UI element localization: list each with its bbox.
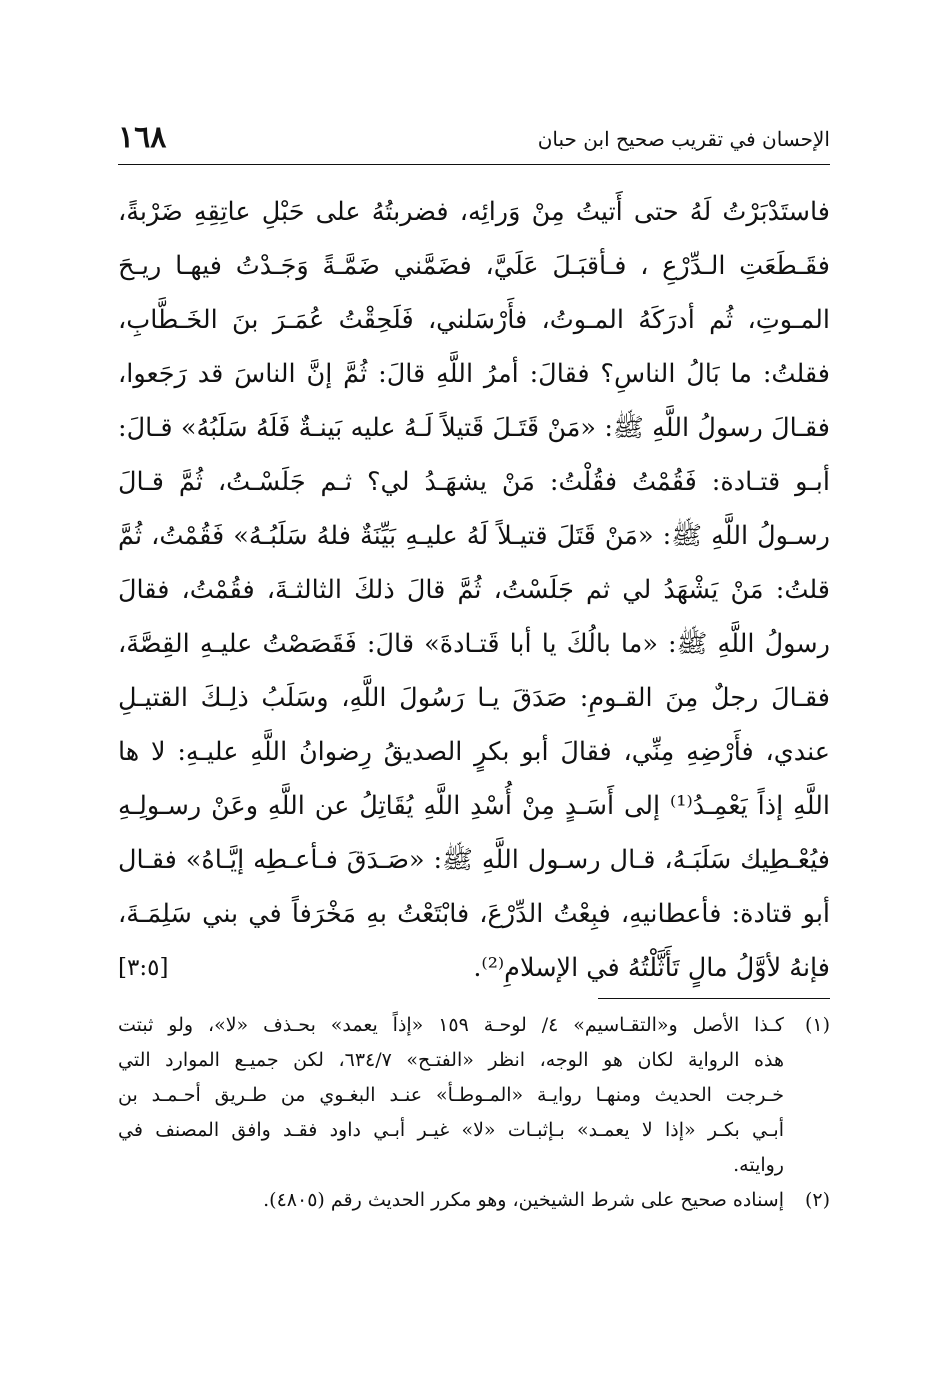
text-line: عندي، فأَرْضِهِ مِنِّي، فقالَ أبو بكرٍ الصديقُ رِضوانُ اللَّهِ عليـهِ: لا ها [118, 737, 830, 767]
footnote-line: خـرجت الحديث ومنهـا روايـة «المـوطـأ» عنـد البغـوي من طـريق أحـمـد بن [118, 1084, 785, 1106]
footnote-number: (٢) [804, 1189, 830, 1211]
footnote-line: إسناده صحيح على شرط الشيخين، وهو مكرر الحديث رقم (٤٨٠٥). [263, 1189, 784, 1211]
citation-reference: [٣:٥] [118, 955, 169, 981]
hadith-text [118, 185, 830, 995]
text-line: فقلتُ: ما بَالُ الناسِ؟ فقالَ: أمرُ اللَّهِ قالَ: ثُمَّ إنَّ الناسَ قد رَجَعوا، [118, 359, 830, 389]
text-line-last [118, 941, 830, 995]
footnote-line: أبـي بكـر «إذا لا يعمـد» بـإثبـات «لا» غيـر أبـي داود فقـد وافق المصنف في [118, 1119, 784, 1141]
text-line: فقَـطَعَتِ الـدِّرْعِ ، فـأقبَـلَ عَلَيَّ، فضَمَّني ضَمَّـةً وَجَـدْتُ فيهـا ريـحَ [118, 251, 830, 281]
footnote-line: هذه الرواية لكان هو الوجه، انظر «الفتـح» ٦٣٤/٧، لكن جميـع الموارد التي [118, 1049, 784, 1071]
footnote-1 [118, 1008, 830, 1183]
text-line: فقـالَ رجلٌ مِنَ القـومِ: صَدَقَ يـا رَسُولَ اللَّهِ، وسَلَبُ ذلِـكَ القتيـلِ [118, 683, 830, 713]
text-line: أبـو قتـادة: فَقُمْتُ فقُلْتُ: مَنْ يشهَـدُ لي؟ ثـم جَلَسْـتُ، ثُمَّ قـالَ [118, 467, 830, 497]
header-rule [118, 164, 830, 165]
book-title: الإحسان في تقريب صحيح ابن حبان [537, 127, 830, 151]
text-line: فقـالَ رسولُ اللَّهِ ﷺ: «مَنْ قَتَـلَ قَتيلاً لَـهُ عليه بَينـةٌ فَلَهُ سَلَبُهُ» قـالَ: [118, 413, 830, 443]
footnote-separator [598, 998, 830, 999]
footnote-line: روايته. [733, 1154, 784, 1176]
footnotes [118, 1008, 830, 1218]
text-line: أبو قتادة: فأعطانيهِ، فبِعْتُ الدِّرْعَ، فابْتَعْتُ بهِ مَخْرَفاً في بني سَلِمَـةَ، [118, 899, 830, 929]
footnote-number: (١) [804, 1014, 830, 1036]
text-line: المـوتِ، ثُم أدرَكَهُ المـوتُ، فأَرْسَلني، فَلَحِقْتُ عُمَـرَ بنَ الخَـطَّابِ، [118, 305, 830, 335]
text-line: رسـولُ اللَّهِ ﷺ: «مَنْ قَتَلَ قتيـلاً لَهُ عليـهِ بَيِّنَةٌ فلهُ سَلَبُـهُ» فَقُمْتُ، ثُمَّ [118, 521, 830, 551]
text-line: اللَّهِ إذاً يَعْمِـدُ⁽¹⁾ إلى أَسَـدٍ مِنْ أُسْدِ اللَّهِ يُقَاتِلُ عن اللَّهِ وعَنْ رسـولِـهِ [118, 791, 831, 821]
footnote-2 [118, 1183, 830, 1218]
running-head [118, 118, 830, 162]
page-number: ١٦٨ [118, 120, 167, 155]
footnote-line: كـذا الأصل و«التقـاسيم» ٤/ لوحـة ١٥٩ «إذاً يعمد» بحـذف «لا»، ولو ثبتت [118, 1014, 784, 1036]
text-line: فيُعْـطِيك سَلَبَـهُ، قـال رسـول اللَّهِ ﷺ: «صَـدَقَ فـأعـطِه إيَّـاهُ» فقـال [118, 845, 830, 875]
text-line: رسولُ اللَّهِ ﷺ: «ما بالُكَ يا أبا قَتـادةَ» قالَ: فَقَصَصْتُ عليـهِ القِصَّةَ، [118, 629, 830, 659]
text-line: قلتُ: مَنْ يَشْهَدُ لي ثم جَلَسْتُ، ثُمَّ قالَ ذلكَ الثالثـةَ، فقُمْتُ، فقالَ [118, 575, 830, 605]
text-line-last-content: فإنهُ لأوَّلُ مالٍ تَأَثَّلْتُهُ في الإسلامِ⁽²⁾. [473, 953, 830, 983]
text-line: فاستَدْبَرْتُ لَهُ حتى أَتيتُ مِنْ وَرائِه، فضربتُهُ على حَبْلِ عاتِقِهِ ضَرْبةً، [118, 197, 830, 227]
